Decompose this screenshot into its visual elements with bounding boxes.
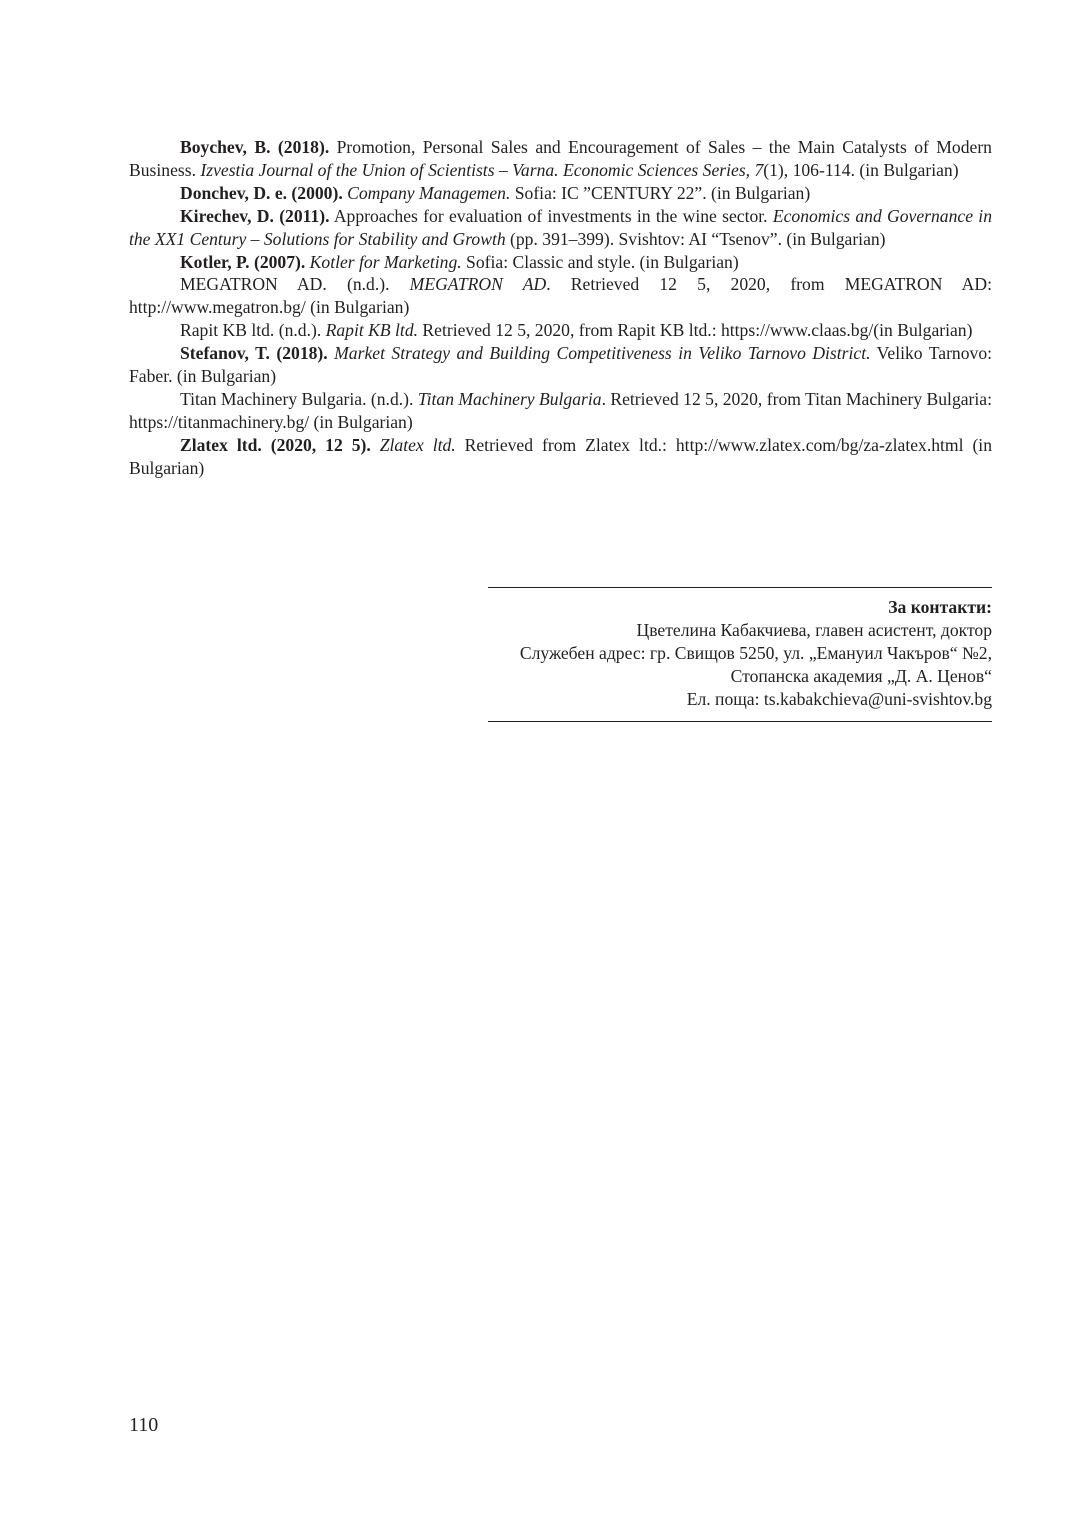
reference-author: Zlatex ltd. (2020, 12 5). (180, 434, 371, 455)
contact-institution-line: Стопанска академия „Д. А. Ценов“ (730, 666, 992, 686)
reference-italic-title: Titan Machinery Bulgaria (417, 388, 602, 409)
reference-entry (129, 388, 992, 434)
page-number: 110 (129, 1414, 159, 1436)
reference-text: Promotion, Personal Sales and Encouragement of Sales – the Main Catalysts of Modern Business. (129, 137, 992, 180)
contact-name-line: Цветелина Кабакчиева, главен асистент, доктор (636, 620, 992, 640)
contact-title: За контакти: (888, 597, 992, 617)
reference-text: Retrieved from Zlatex ltd.: http://www.zlatex.com/bg/za-zlatex.html (in Bulgarian) (129, 434, 992, 478)
reference-entry (129, 342, 992, 388)
reference-author: Kirechev, D. (2011). (180, 205, 330, 226)
reference-text: Approaches for evaluation of investments in the wine sector. (329, 205, 773, 226)
reference-italic-title: Economics and Governance in the XX1 Century – Solutions for Stability and Growth (129, 205, 992, 249)
reference-author: Kotler, P. (2007). (180, 251, 306, 272)
contact-email-line: Ел. поща: ts.kabakchieva@uni-svishtov.bg (686, 689, 992, 709)
reference-entry (129, 319, 992, 342)
reference-text: . Retrieved 12 5, 2020, from MEGATRON AD: http://www.megatron.bg/ (in Bulgarian) (129, 274, 992, 318)
reference-entry (129, 182, 992, 205)
reference-text: . Retrieved 12 5, 2020, from Titan Machinery Bulgaria: https://titanmachinery.bg/ (in Bulgarian) (129, 388, 992, 432)
reference-text: MEGATRON AD. (n.d.). (180, 274, 410, 295)
reference-text: (pp. 391–399). Svishtov: AI “Tsenov”. (in Bulgarian) (505, 228, 886, 249)
reference-text: Titan Machinery Bulgaria. (n.d.). (180, 388, 418, 409)
reference-list (129, 136, 992, 480)
reference-italic-title: Izvestia Journal of the Union of Scientists – Varna. Economic Sciences Series, 7 (200, 159, 764, 180)
reference-italic-title: Rapit KB ltd. (325, 320, 419, 341)
reference-entry (129, 205, 992, 251)
reference-entry (129, 251, 992, 274)
contact-block (488, 587, 992, 722)
reference-author: Stefanov, T. (2018). (180, 343, 328, 364)
reference-entry (129, 273, 992, 319)
reference-text (371, 435, 380, 455)
reference-text: Retrieved 12 5, 2020, from Rapit KB ltd.: https://www.claas.bg/(in Bulgarian) (418, 320, 973, 341)
reference-italic-title: Market Strategy and Building Competitiveness in Veliko Tarnovo District. (334, 343, 871, 364)
reference-italic-title: Zlatex ltd. (379, 434, 456, 455)
reference-author: Boychev, B. (2018). (180, 137, 330, 157)
reference-italic-title: Kotler for Marketing. (309, 251, 462, 272)
contact-address-line: Служебен адрес: гр. Свищов 5250, ул. „Емануил Чакъров“ №2, (519, 643, 992, 663)
reference-entry (129, 136, 992, 182)
reference-entry (129, 434, 992, 480)
reference-text: Rapit KB ltd. (n.d.). (180, 320, 326, 341)
reference-italic-title: Company Managemen. (347, 182, 511, 203)
reference-text: Sofia: Classic and style. (in Bulgarian) (461, 251, 739, 272)
reference-text: Sofia: IC ”CENTURY 22”. (in Bulgarian) (510, 182, 811, 203)
reference-author: Donchev, D. e. (2000). (180, 182, 343, 203)
reference-italic-title: MEGATRON AD (409, 274, 547, 295)
reference-text: Veliko Tarnovo: Faber. (in Bulgarian) (129, 343, 992, 387)
reference-text: (1), 106-114. (in Bulgarian) (763, 159, 959, 180)
